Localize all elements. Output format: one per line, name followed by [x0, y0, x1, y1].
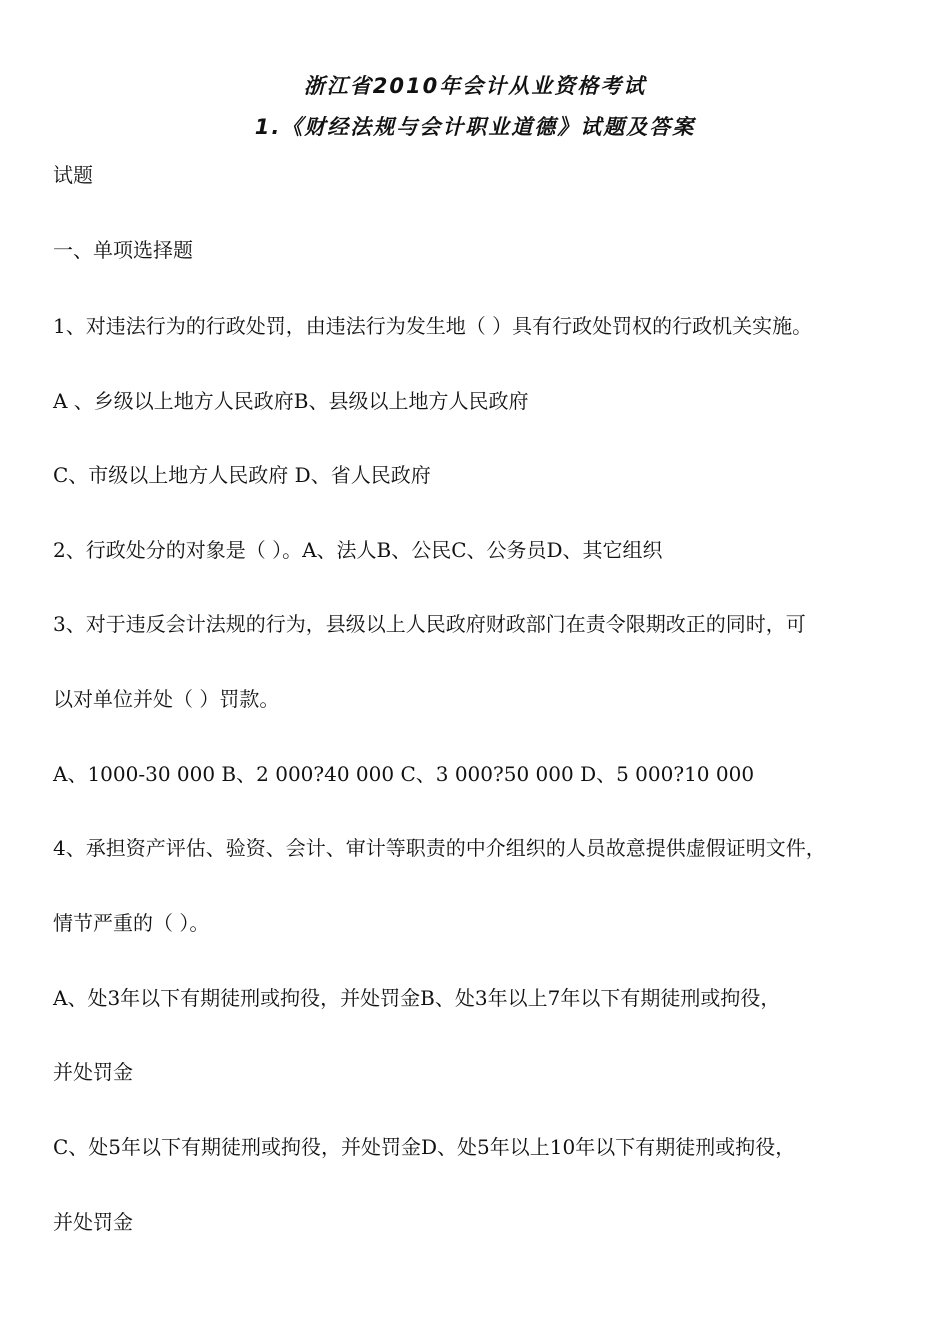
question-4-options-ab-continued: 并处罚金 [53, 1060, 133, 1084]
question-4-options-ab: A、处3年以下有期徒刑或拘役，并处罚金B、处3年以上7年以下有期徒刑或拘役， [53, 986, 781, 1010]
question-1-options-ab: A 、乡级以上地方人民政府B、县级以上地方人民政府 [53, 389, 529, 413]
question-3: 3、对于违反会计法规的行为，县级以上人民政府财政部门在责令限期改正的同时，可 [53, 612, 806, 636]
question-1: 1、对违法行为的行政处罚，由违法行为发生地（ ）具有行政处罚权的行政机关实施。 [53, 314, 813, 338]
question-4: 4、承担资产评估、验资、会计、审计等职责的中介组织的人员故意提供虚假证明文件， [53, 836, 826, 860]
question-4-continued: 情节严重的（ ）。 [53, 911, 210, 935]
question-4-options-cd-continued: 并处罚金 [53, 1210, 133, 1234]
section-label-questions: 试题 [53, 163, 93, 187]
section-heading-single-choice: 一、单项选择题 [53, 238, 193, 262]
document-title: 浙江省2010年会计从业资格考试 [303, 74, 647, 98]
question-4-options-cd: C、处5年以下有期徒刑或拘役，并处罚金D、处5年以上10年以下有期徒刑或拘役， [53, 1135, 796, 1159]
question-2: 2、行政处分的对象是（ ）。A、法人B、公民C、公务员D、其它组织 [53, 538, 663, 562]
document-subtitle: 1.《财经法规与会计职业道德》试题及答案 [254, 115, 696, 139]
question-3-options: A、1000-30 000 B、2 000?40 000 C、3 000?50 000 D、5 000?10 000 [53, 762, 755, 786]
question-1-options-cd: C、市级以上地方人民政府 D、省人民政府 [53, 463, 431, 487]
question-3-continued: 以对单位并处（ ）罚款。 [53, 687, 280, 711]
